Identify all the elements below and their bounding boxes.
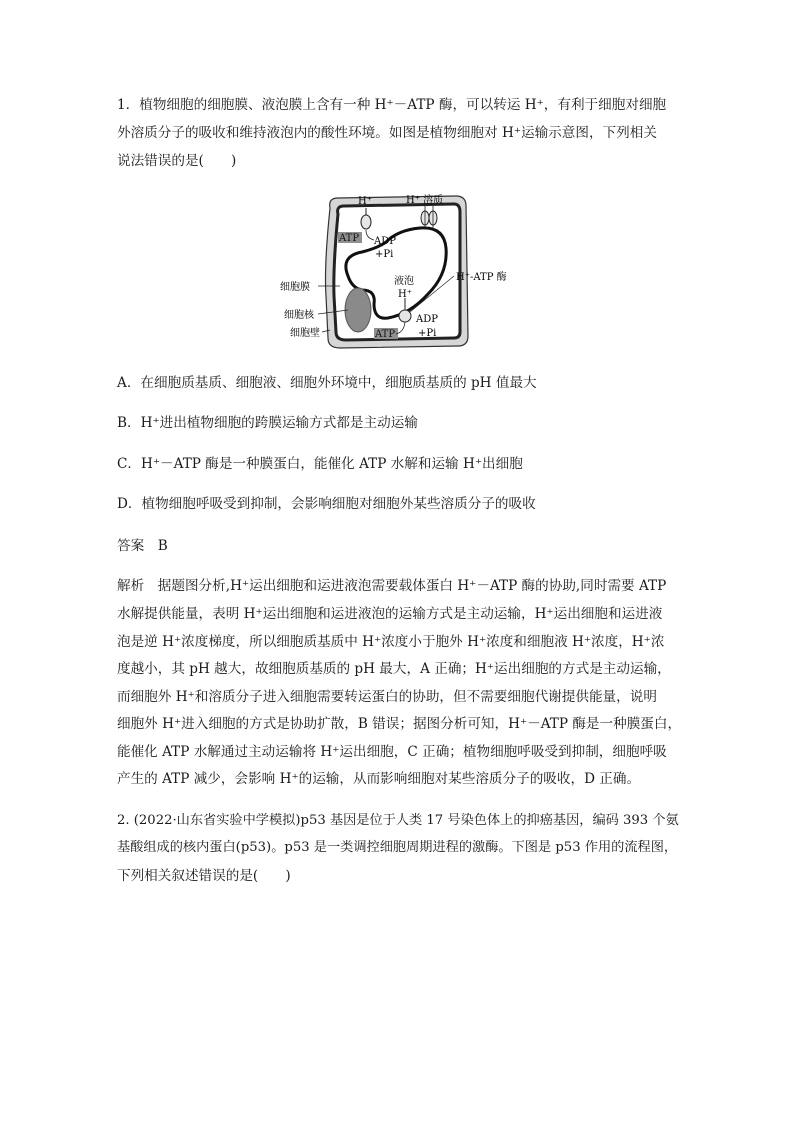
q1-analysis-line-3: 泡是逆 H⁺浓度梯度，所以细胞质基质中 H⁺浓度小于胞外 H⁺浓度和细胞液 H⁺浓度，H⁺浓 (117, 634, 665, 650)
q1-option-b: B．H⁺进出植物细胞的跨膜运输方式都是主动运输 (117, 415, 418, 431)
atpase-top-shape (361, 215, 371, 229)
q1-stem-line-3: 说法错误的是( ) (117, 153, 237, 169)
label-pi-top: +Pi (375, 249, 394, 260)
label-atp-bottom: ATP (375, 329, 396, 340)
label-h-solute: H⁺ 溶质 (406, 195, 444, 206)
label-nucleus: 细胞核 (284, 310, 314, 321)
nucleus-shape (345, 288, 371, 332)
q1-option-a: A．在细胞质基质、细胞液、细胞外环境中，细胞质基质的 pH 值最大 (117, 375, 537, 391)
q1-analysis-line-8: 产生的 ATP 减少，会影响 H⁺的运输，从而影响细胞对某些溶质分子的吸收，D 正确。 (117, 771, 641, 787)
label-atp-top: ATP (339, 233, 360, 244)
cell-transport-figure (278, 186, 507, 356)
q1-option-d: D．植物细胞呼吸受到抑制，会影响细胞对细胞外某些溶质分子的吸收 (117, 496, 536, 512)
label-h-top: H⁺ (358, 196, 372, 207)
label-pi-bottom: +Pi (418, 328, 437, 339)
q1-stem-line-2: 外溶质分子的吸收和维持液泡内的酸性环境。如图是植物细胞对 H⁺运输示意图，下列相关 (117, 125, 657, 141)
label-adp-top: ADP (374, 236, 396, 247)
q2-stem-line-2: 基酸组成的核内蛋白(p53)。p53 是一类调控细胞周期进程的激酶。下图是 p53 作用的流程图， (117, 840, 678, 855)
q1-analysis-line-5: 而细胞外 H⁺和溶质分子进入细胞需要转运蛋白的协助，但不需要细胞代谢提供能量，说明 (117, 689, 657, 705)
q1-analysis-line-1: 解析 据题图分析,H⁺运出细胞和运进液泡需要载体蛋白 H⁺－ATP 酶的协助,同时需要 ATP (117, 578, 667, 594)
q2-stem-line-3: 下列相关叙述错误的是( ) (117, 868, 291, 884)
label-atpase: H⁺-ATP 酶 (456, 272, 507, 283)
q1-analysis-line-7: 能催化 ATP 水解通过主动运输将 H⁺运出细胞，C 正确；植物细胞呼吸受到抑制，细胞呼吸 (117, 744, 667, 760)
q2-stem-line-1: 2. (2022·山东省实验中学模拟)p53 基因是位于人类 17 号染色体上的抑癌基因，编码 393 个氨 (117, 813, 679, 828)
label-vacuole: 液泡 (394, 276, 414, 287)
q1-analysis-line-6: 细胞外 H⁺进入细胞的方式是协助扩散，B 错误；据图分析可知，H⁺－ATP 酶是一种膜蛋白， (117, 716, 682, 732)
q1-analysis-line-2: 水解提供能量，表明 H⁺运出细胞和运进液泡的运输方式是主动运输，H⁺运出细胞和运进液 (117, 606, 663, 622)
label-cell-wall: 细胞壁 (290, 328, 320, 339)
q1-stem-line-1: 1．植物细胞的细胞膜、液泡膜上含有一种 H⁺－ATP 酶，可以转运 H⁺，有利于细胞对细胞 (117, 97, 667, 113)
q1-option-c: C．H⁺－ATP 酶是一种膜蛋白，能催化 ATP 水解和运输 H⁺出细胞 (117, 456, 523, 472)
label-adp-bottom: ADP (416, 314, 438, 325)
label-cell-membrane: 细胞膜 (280, 282, 310, 293)
q1-answer: 答案 B (117, 538, 168, 554)
atpase-vacuole-shape (399, 310, 411, 322)
q1-analysis-line-4: 度越小，其 pH 越大，故细胞质基质的 pH 最大，A 正确；H⁺运出细胞的方式是主动运输， (117, 661, 671, 677)
label-h-vacuole: H⁺ (398, 289, 412, 300)
